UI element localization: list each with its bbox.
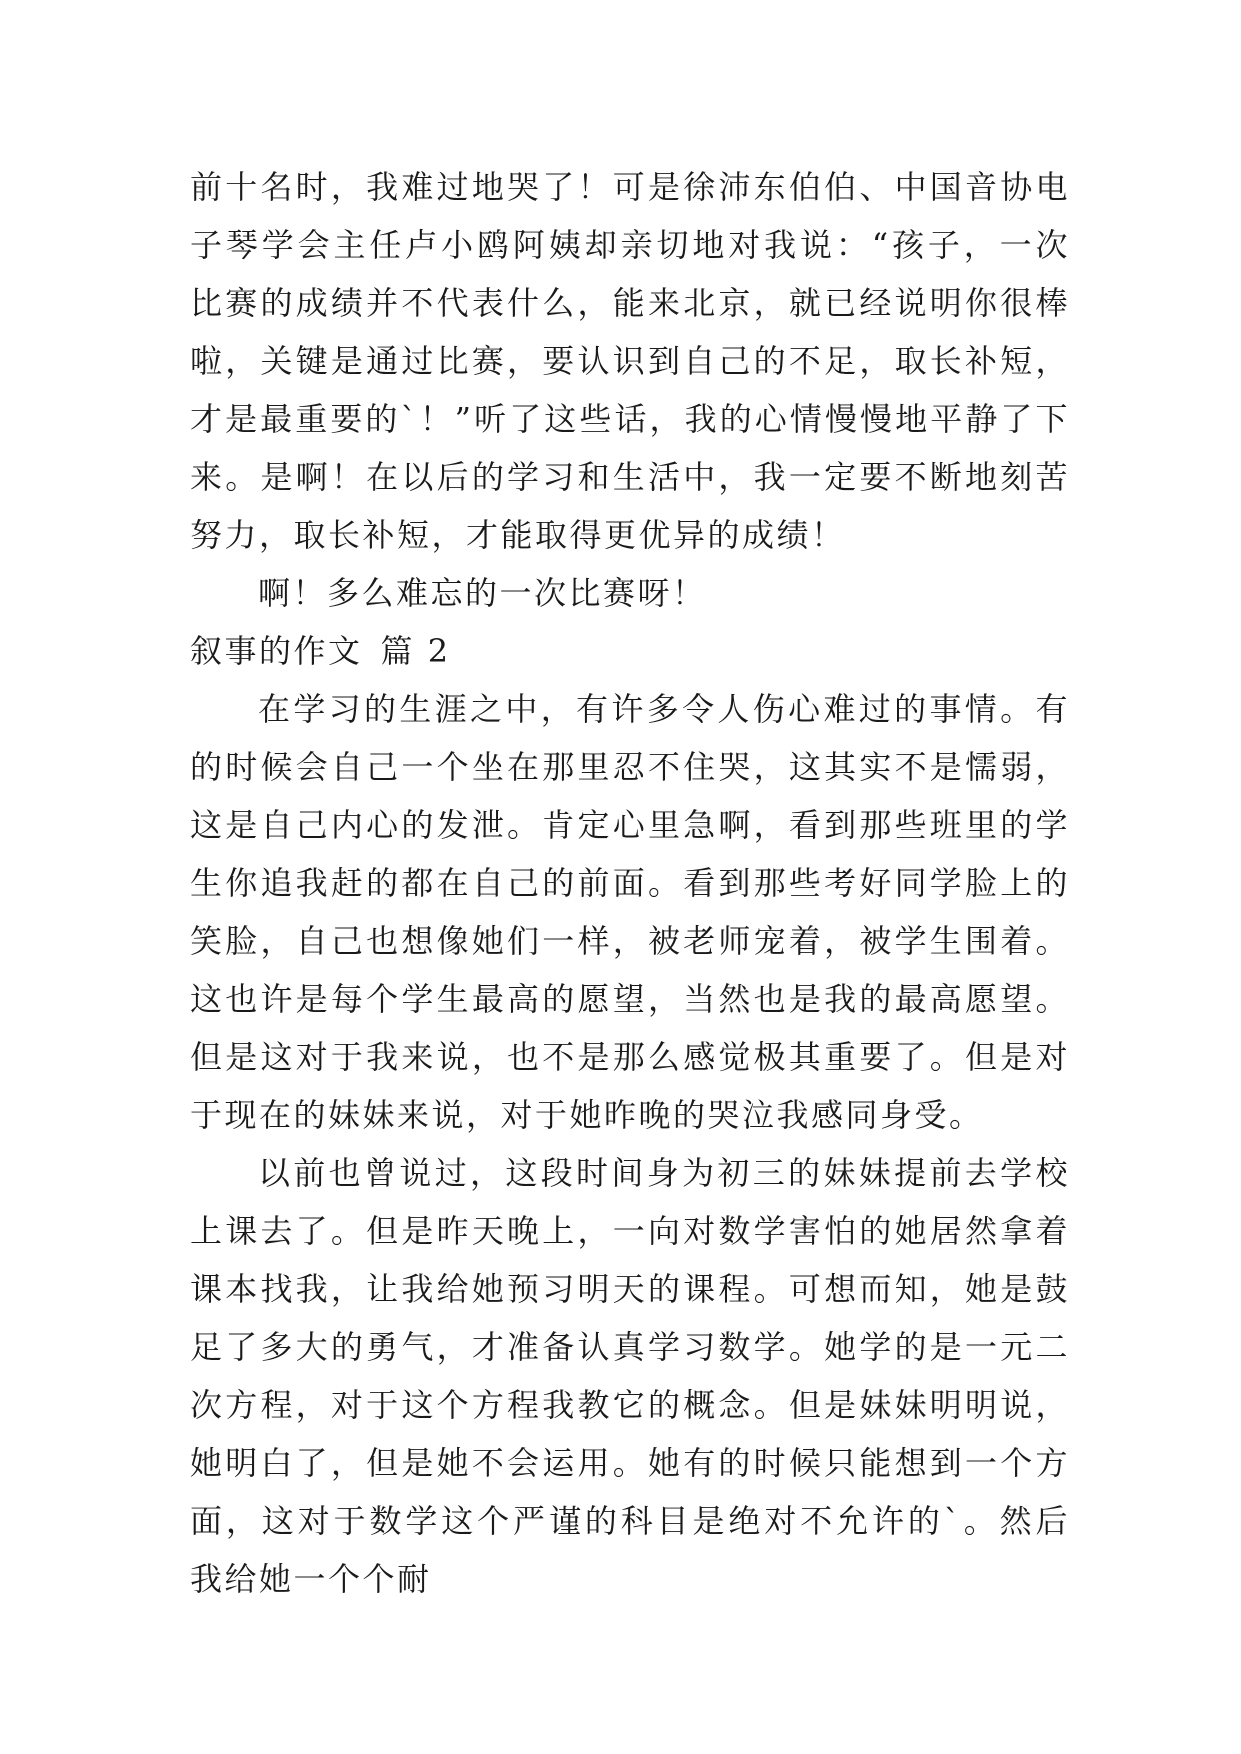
section-label: 篇 2: [380, 632, 451, 670]
paragraph-2: 啊！多么难忘的一次比赛呀！: [258, 574, 707, 612]
paragraph-1: 前十名时，我难过地哭了！可是徐沛东伯伯、中国音协电子琴学会主任卢小鸥阿姨却亲切地对我说：“孩子，一次比赛的成绩并不代表什么，能来北京，就已经说明你很棒啦，关键是通过比赛，要认识到自己的不足，取长补短，才是最重要的`！”听了这些话，我的心情慢慢地平静了下来。是啊！在以后的学习和生活中，我一定要不断地刻苦努力，取长补短，才能取得更优异的成绩！: [190, 168, 1070, 554]
section-heading: [190, 622, 1070, 680]
section-title: 叙事的作文: [190, 632, 363, 670]
paragraph-4: 以前也曾说过，这段时间身为初三的妹妹提前去学校上课去了。但是昨天晚上，一向对数学害怕的她居然拿着课本找我，让我给她预习明天的课程。可想而知，她是鼓足了多大的勇气，才准备认真学习数学。她学的是一元二次方程，对于这个方程我教它的概念。但是妹妹明明说，她明白了，但是她不会运用。她有的时候只能想到一个方面，这对于数学这个严谨的科目是绝对不允许的`。然后我给她一个个耐: [190, 1154, 1070, 1598]
paragraph-3: 在学习的生涯之中，有许多令人伤心难过的事情。有的时候会自己一个坐在那里忍不住哭，这其实不是懦弱，这是自己内心的发泄。肯定心里急啊，看到那些班里的学生你追我赶的都在自己的前面。看到那些考好同学脸上的笑脸，自己也想像她们一样，被老师宠着，被学生围着。这也许是每个学生最高的愿望，当然也是我的最高愿望。但是这对于我来说，也不是那么感觉极其重要了。但是对于现在的妹妹来说，对于她昨晚的哭泣我感同身受。: [190, 690, 1070, 1134]
document-body: [190, 158, 1070, 1608]
